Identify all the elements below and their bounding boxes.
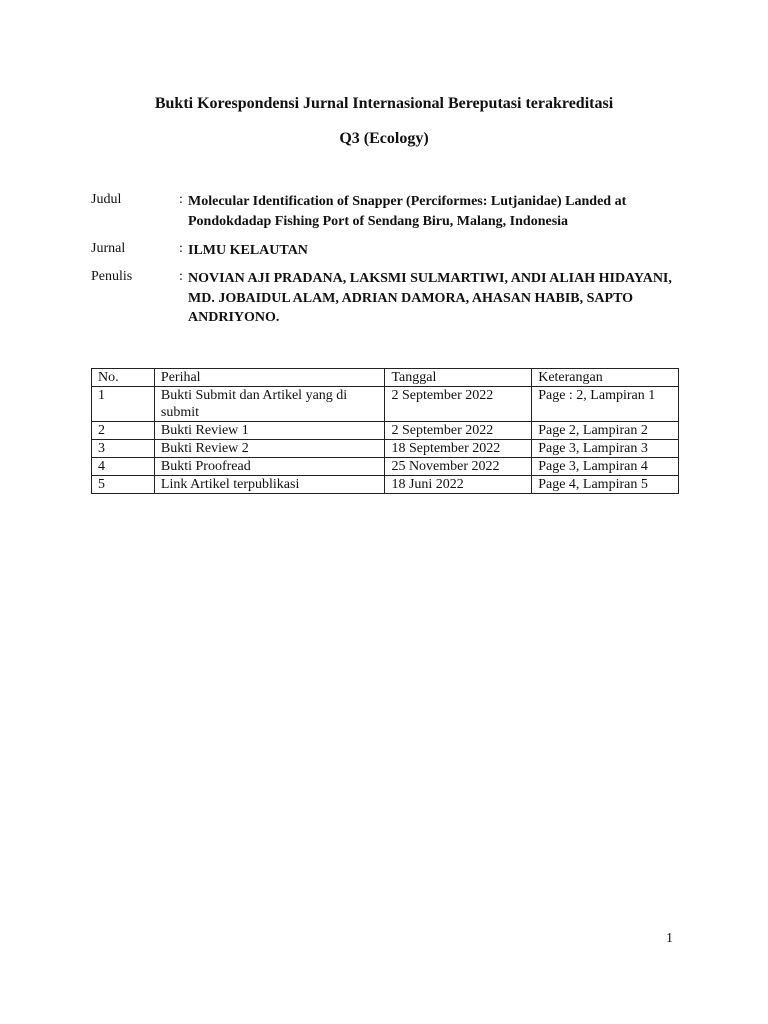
meta-colon: : (179, 269, 183, 284)
correspondence-table (91, 368, 679, 494)
table-header-row (92, 369, 679, 387)
table-row (92, 422, 679, 440)
column-header: No. (92, 369, 155, 387)
table-cell: Bukti Submit dan Artikel yang di submit (154, 387, 385, 422)
table-cell: 2 September 2022 (385, 387, 532, 422)
table-cell: Page 4, Lampiran 5 (532, 476, 679, 494)
table-row (92, 440, 679, 458)
meta-label-judul: Judul (91, 192, 122, 207)
document-subtitle: Q3 (Ecology) (339, 130, 429, 147)
table-cell: Page 3, Lampiran 3 (532, 440, 679, 458)
document-title: Bukti Korespondensi Jurnal Internasional Bereputasi terakreditasi (154, 95, 614, 112)
table-cell: Bukti Review 1 (154, 422, 385, 440)
table-cell: 5 (92, 476, 155, 494)
table-cell: Page 2, Lampiran 2 (532, 422, 679, 440)
table-cell: Page : 2, Lampiran 1 (532, 387, 679, 422)
table-row (92, 387, 679, 422)
table-row (92, 458, 679, 476)
table-cell: 25 November 2022 (385, 458, 532, 476)
table-cell: Link Artikel terpublikasi (154, 476, 385, 494)
meta-colon: : (179, 241, 183, 256)
table-cell: 2 (92, 422, 155, 440)
meta-value-jurnal: ILMU KELAUTAN (188, 243, 308, 258)
meta-label-jurnal: Jurnal (91, 241, 126, 256)
table-cell: Bukti Review 2 (154, 440, 385, 458)
table-cell: 18 September 2022 (385, 440, 532, 458)
table-cell: 4 (92, 458, 155, 476)
column-header: Perihal (154, 369, 385, 387)
column-header: Tanggal (385, 369, 532, 387)
table-row (92, 476, 679, 494)
table-cell: Page 3, Lampiran 4 (532, 458, 679, 476)
column-header: Keterangan (532, 369, 679, 387)
meta-value-judul: Molecular Identification of Snapper (Perciformes: Lutjanidae) Landed at Pondokdadap Fishing Port of Sendang Biru, Malang, Indonesia (188, 194, 627, 229)
table-cell: 2 September 2022 (385, 422, 532, 440)
table-cell: 1 (92, 387, 155, 422)
table-cell: 18 Juni 2022 (385, 476, 532, 494)
table-cell: Bukti Proofread (154, 458, 385, 476)
page-number: 1 (666, 931, 673, 946)
meta-value-penulis: NOVIAN AJI PRADANA, LAKSMI SULMARTIWI, ANDI ALIAH HIDAYANI, MD. JOBAIDUL ALAM, ADRIAN DAMORA, AHASAN HABIB, SAPTO ANDRIYONO. (188, 271, 672, 325)
meta-label-penulis: Penulis (91, 269, 133, 284)
table-cell: 3 (92, 440, 155, 458)
meta-colon: : (179, 192, 183, 207)
